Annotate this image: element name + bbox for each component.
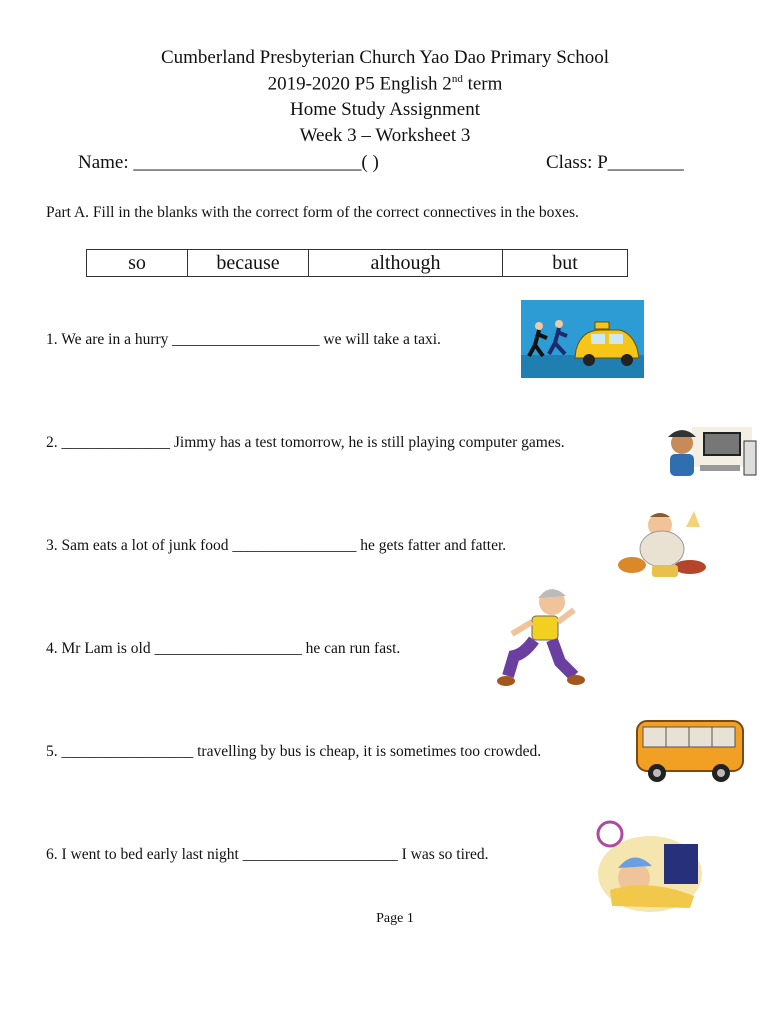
question-3[interactable]: 3. Sam eats a lot of junk food ________________ he gets fatter and fatter. xyxy=(46,537,507,554)
connectives-box xyxy=(86,249,628,277)
page-number: Page 1 xyxy=(376,911,414,926)
crowded-bus-icon xyxy=(633,713,747,785)
course-line-pre: 2019-2020 P5 English 2 xyxy=(267,73,452,95)
word-because: because xyxy=(188,250,309,277)
class-field[interactable]: Class: P________ xyxy=(546,152,684,173)
word-although: although xyxy=(309,250,503,277)
question-4[interactable]: 4. Mr Lam is old ___________________ he can run fast. xyxy=(46,640,401,657)
question-1[interactable]: 1. We are in a hurry ___________________ we will take a taxi. xyxy=(46,331,441,348)
assignment-title: Home Study Assignment xyxy=(289,99,480,120)
question-5[interactable]: 5. _________________ travelling by bus is cheap, it is sometimes too crowded. xyxy=(46,743,542,760)
course-line-post: term xyxy=(462,73,503,95)
name-field[interactable]: Name: ________________________( ) xyxy=(78,152,379,173)
word-so: so xyxy=(87,250,188,277)
computer-games-icon xyxy=(660,421,760,479)
taxi-icon xyxy=(521,300,644,378)
question-2[interactable]: 2. ______________ Jimmy has a test tomorrow, he is still playing computer games. xyxy=(46,434,565,451)
junk-food-icon xyxy=(612,507,720,583)
course-line-sup: nd xyxy=(451,73,463,85)
school-name: Cumberland Presbyterian Church Yao Dao Primary School xyxy=(160,47,610,68)
question-6[interactable]: 6. I went to bed early last night ____________________ I was so tired. xyxy=(46,846,489,863)
course-line xyxy=(0,74,770,93)
worksheet-title: Week 3 – Worksheet 3 xyxy=(299,125,471,146)
part-a-instruction: Part A. Fill in the blanks with the correct form of the correct connectives in the boxes. xyxy=(46,204,579,221)
word-but: but xyxy=(503,250,628,277)
sleeping-icon xyxy=(590,818,708,915)
old-runner-icon xyxy=(494,584,586,691)
